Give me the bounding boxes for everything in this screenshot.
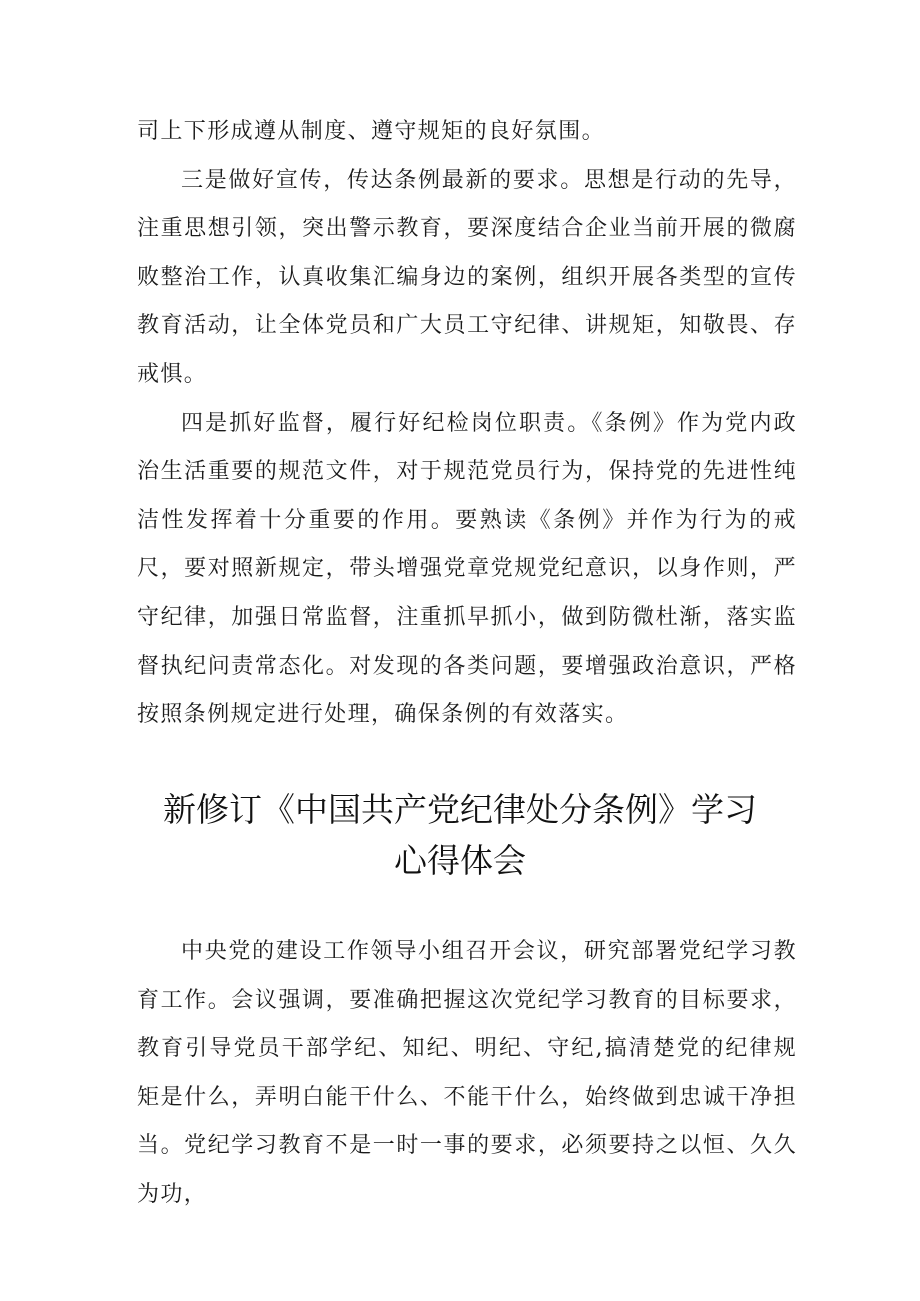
paragraph-intro: 中央党的建设工作领导小组召开会议，研究部署党纪学习教育工作。会议强调，要准确把握这次党纪学习教育的目标要求，教育引导党员干部学纪、知纪、明纪、守纪,搞清楚党的纪律规矩是什么，弄明白能干什么、不能干什么，始终做到忠诚干净担当。党纪学习教育不是一时一事的要求，必须要持之以恒、久久为功，: [137, 939, 797, 1207]
continued-body-text: [137, 108, 797, 740]
article-title: [100, 784, 820, 886]
paragraph-point-three: 三是做好宣传，传达条例最新的要求。思想是行动的先导，注重思想引领，突出警示教育，要深度结合企业当前开展的微腐败整治工作，认真收集汇编身边的案例，组织开展各类型的宣传教育活动，让全体党员和广大员工守纪律、讲规矩，知敬畏、存戒惧。: [137, 167, 797, 387]
article-title-line-2: 心得体会: [394, 841, 526, 880]
article-title-line-1: 新修订《中国共产党纪律处分条例》学习: [163, 790, 757, 829]
article-body-text: [137, 928, 797, 1220]
paragraph-point-four: 四是抓好监督，履行好纪检岗位职责。《条例》作为党内政治生活重要的规范文件，对于规范党员行为，保持党的先进性纯洁性发挥着十分重要的作用。要熟读《条例》并作为行为的戒尺，要对照新规定，带头增强党章党规党纪意识，以身作则，严守纪律，加强日常监督，注重抓早抓小，做到防微杜渐，落实监督执纪问责常态化。对发现的各类问题，要增强政治意识，严格按照条例规定进行处理，确保条例的有效落实。: [137, 410, 797, 728]
paragraph-continuation: 司上下形成遵从制度、遵守规矩的良好氛围。: [137, 119, 606, 144]
